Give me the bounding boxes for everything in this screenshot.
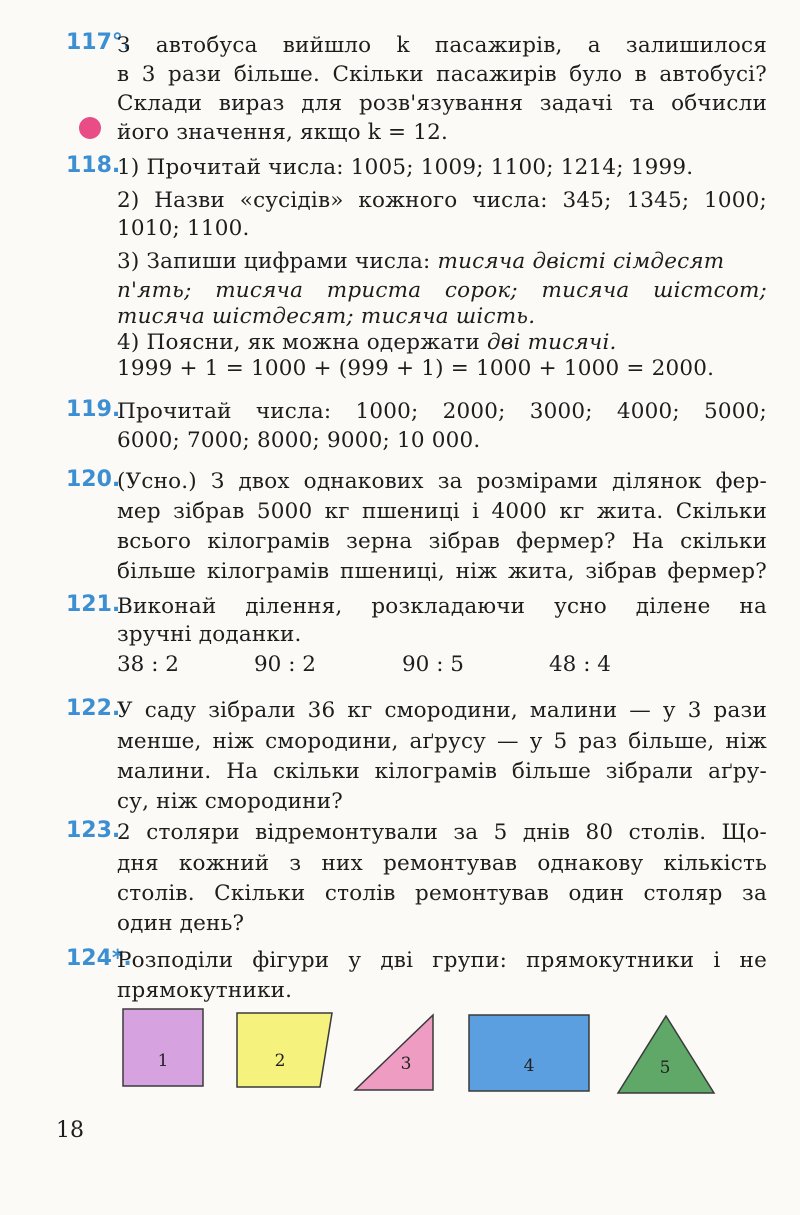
figure-3-right-triangle — [355, 1015, 433, 1090]
italic-text: п'ять; тисяча триста сорок; тисяча шістсот; — [117, 278, 767, 303]
figure-label: 5 — [659, 1058, 671, 1078]
task-line: один день? — [117, 911, 245, 936]
task-number: 117°. — [66, 30, 132, 55]
figure-label: 2 — [274, 1051, 286, 1071]
task-line: 2) Назви «сусідів» кожного числа: 345; 1345; 1000; — [117, 188, 767, 213]
task-line: мер зібрав 5000 кг пшениці і 4000 кг жита. Скільки — [117, 499, 767, 524]
page-number: 18 — [56, 1118, 84, 1143]
task-line: су, ніж смородини? — [117, 789, 343, 814]
task-line: 3) Запиши цифрами числа: — [117, 249, 431, 274]
figure-1-square — [123, 1009, 203, 1086]
task-line: Прочитай числа: 1000; 2000; 3000; 4000; 5000; — [117, 399, 767, 424]
task-line: Розподіли фігури у дві групи: прямокутники і не — [117, 948, 767, 973]
figure-2-trapezoid — [237, 1013, 332, 1087]
task-line: 1999 + 1 = 1000 + (999 + 1) = 1000 + 1000 = 2000. — [117, 356, 715, 381]
task-line-italic: тисяча двісті сімдесят — [437, 249, 725, 274]
task-line: (Усно.) З двох однакових за розмірами ділянок фер- — [117, 469, 767, 494]
figure-label: 3 — [400, 1054, 412, 1074]
expression: 48 : 4 — [549, 652, 611, 677]
task-line-italic: дві тисячі. — [486, 330, 617, 355]
task-line: Склади вираз для розв'язування задачі та обчисли — [117, 91, 767, 116]
task-number: 124*. — [66, 946, 132, 971]
task-line: З автобуса вийшло k пасажирів, а залишилося — [117, 33, 767, 58]
task-line: 6000; 7000; 8000; 9000; 10 000. — [117, 428, 481, 453]
task-line: У саду зібрали 36 кг смородини, малини — у 3 рази — [117, 698, 767, 723]
figure-5-triangle — [618, 1016, 714, 1093]
task-line: його значення, якщо k = 12. — [117, 120, 449, 145]
task-line: прямокутники. — [117, 978, 293, 1003]
expression: 90 : 5 — [402, 652, 464, 677]
task-line: 1010; 1100. — [117, 216, 250, 241]
task-line: зручні доданки. — [117, 622, 302, 647]
task-number: 123. — [66, 818, 121, 843]
task-line: менше, ніж смородини, аґрусу — у 5 раз більше, ніж — [117, 729, 767, 754]
task-line: малини. На скільки кілограмів більше зібрали аґру- — [117, 759, 767, 784]
figure-label: 1 — [157, 1051, 169, 1071]
task-line: дня кожний з них ремонтував однакову кількість — [117, 851, 767, 876]
task-number: 120. — [66, 467, 121, 492]
italic-text: тисяча шістдесят; тисяча шість. — [117, 304, 536, 329]
figure-label: 4 — [523, 1056, 535, 1076]
task-number: 122. — [66, 696, 121, 721]
task-line: 2 столяри відремонтували за 5 днів 80 столів. Що- — [117, 820, 767, 845]
task-number: 118. — [66, 153, 121, 178]
expression: 90 : 2 — [254, 652, 316, 677]
task-line: більше кілограмів пшениці, ніж жита, зібрав фермер? — [117, 559, 767, 584]
task-number: 119. — [66, 397, 121, 422]
task-line: столів. Скільки столів ремонтував один столяр за — [117, 881, 767, 906]
task-line: 4) Поясни, як можна одержати — [117, 330, 480, 355]
task-line: 1) Прочитай числа: 1005; 1009; 1100; 1214; 1999. — [117, 155, 694, 180]
expression: 38 : 2 — [117, 652, 179, 677]
task-number: 121. — [66, 592, 121, 617]
task-line: всього кілограмів зерна зібрав фермер? На скільки — [117, 529, 767, 554]
task-line: Виконай ділення, розкладаючи усно ділене на — [117, 594, 767, 619]
figure-4-rectangle — [469, 1015, 589, 1091]
task-line: в 3 рази більше. Скільки пасажирів було в автобусі? — [117, 62, 767, 87]
